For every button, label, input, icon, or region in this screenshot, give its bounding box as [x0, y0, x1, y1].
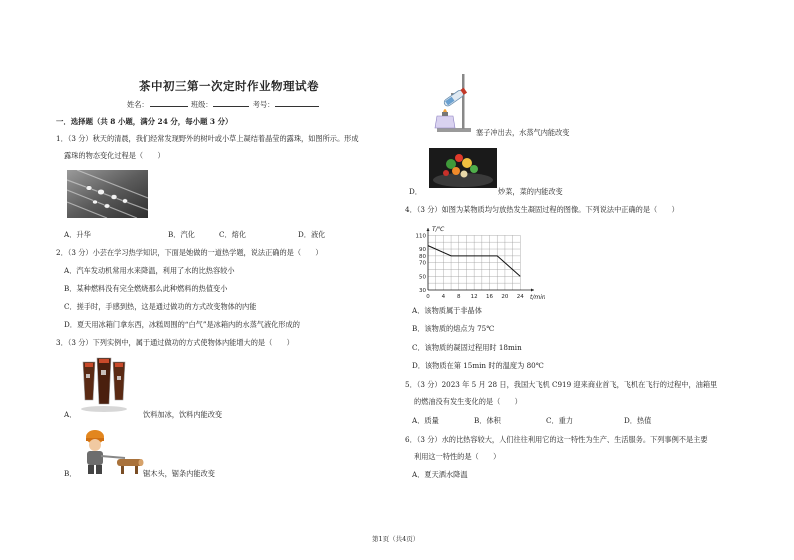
q5-option-d[interactable]: D．热值	[624, 416, 652, 425]
class-label: 班级：	[190, 100, 213, 109]
q2-option-a[interactable]: A．汽车发动机常用水来降温，利用了水的比热容较小	[64, 266, 235, 275]
q2-option-d[interactable]: D．夏天用冰箱门拿东西，冰糕周围的“白气”是冰箱内的水蒸气液化形成的	[64, 320, 300, 329]
chart-svg	[405, 223, 545, 305]
x-tick-label: 20	[501, 294, 509, 300]
y-tick-label: 80	[419, 253, 426, 260]
drink-image	[79, 354, 129, 414]
q1-option-c[interactable]: C．熔化	[219, 230, 247, 239]
q1-option-b[interactable]: B．汽化	[168, 230, 195, 239]
q6-option-a[interactable]: A．夏天洒水降温	[412, 470, 468, 479]
y-axis-arrow	[427, 228, 430, 231]
q4-stem: 4．（3 分）如图为某物质均匀放热发生凝固过程的图像。下列说法中正确的是（ ）	[405, 205, 679, 214]
q4-option-d[interactable]: D．该物质在第 15min 时的温度为 80℃	[412, 361, 544, 370]
q3-option-d-text: 炒菜，菜的内能改变	[498, 187, 563, 196]
q5-stem-line1: 5．（3 分）2023 年 5 月 28 日，我国大飞机 C919 迎来商业首飞，飞机在飞行的过程中，油箱里	[405, 380, 718, 389]
q2-stem: 2．（3 分）小芸在学习热学知识，下面是她做的一道热学题，说法正确的是（ ）	[56, 248, 323, 257]
class-field[interactable]	[213, 99, 249, 107]
q2-option-b[interactable]: B．某种燃料没有完全燃烧那么此种燃料的热值变小	[64, 284, 228, 293]
y-axis-label: T/℃	[432, 226, 445, 233]
number-label: 考号：	[252, 100, 275, 109]
q2-option-c[interactable]: C．搓手时，手感到热，这是通过做功的方式改变物体的内能	[64, 302, 257, 311]
q3-option-b-text: 锯木头，锯条内能改变	[143, 469, 215, 478]
q3-stem: 3．（3 分）下列实例中，属于通过做功的方式使物体内能增大的是（ ）	[56, 338, 294, 347]
name-label: 姓名：	[127, 100, 149, 109]
dew-image	[67, 170, 148, 218]
q1-stem-line1: 1．（3 分）秋天的清晨，我们经常发现野外的树叶或小草上凝结着晶莹的露珠，如图所示。形成	[56, 134, 359, 143]
q3-option-c-text: 塞子冲出去，水蒸气内能改变	[476, 128, 570, 137]
student-info	[127, 99, 320, 109]
wok-image	[429, 148, 497, 188]
x-tick-label: 16	[486, 294, 494, 300]
q5-option-a[interactable]: A．质量	[412, 416, 439, 425]
x-tick-label: 8	[457, 294, 461, 300]
q3-option-b-label[interactable]: B．	[64, 469, 77, 478]
x-tick-label: 12	[470, 294, 478, 300]
y-tick-label: 30	[419, 288, 426, 294]
q1-option-d[interactable]: D．液化	[298, 230, 326, 239]
q5-stem-line2: 的燃油没有发生变化的是（ ）	[414, 397, 522, 406]
lab-image	[429, 72, 477, 134]
exam-title: 茶中初三第一次定时作业物理试卷	[139, 79, 319, 93]
q3-option-a-text: 饮料加冰，饮料内能改变	[143, 410, 223, 419]
q4-option-c[interactable]: C．该物质的凝固过程用时 18min	[412, 343, 522, 352]
q1-option-a[interactable]: A．升华	[64, 230, 91, 239]
section-title: 一．选择题（共 8 小题，满分 24 分，每小题 3 分）	[56, 117, 233, 126]
x-tick-label: 4	[441, 294, 446, 300]
y-tick-label: 50	[419, 274, 426, 281]
y-tick-label: 70	[419, 260, 426, 267]
q3-option-d-label[interactable]: D．	[409, 187, 422, 196]
q1-stem-line2: 露珠的物态变化过程是（ ）	[64, 151, 165, 160]
cooling-curve-chart	[405, 223, 545, 305]
x-tick-label: 24	[516, 294, 524, 300]
x-tick-label: 0	[426, 294, 430, 300]
x-axis-arrow	[531, 289, 534, 292]
q6-stem-line1: 6．（3 分）水的比热容较大，人们往往利用它的这一特性为生产、生活服务。下列事例不是主要	[405, 435, 708, 444]
number-field[interactable]	[275, 99, 319, 107]
name-field[interactable]	[150, 99, 188, 107]
y-tick-label: 90	[419, 247, 426, 254]
q5-option-c[interactable]: C．重力	[546, 416, 574, 425]
q3-option-a-label[interactable]: A．	[64, 410, 77, 419]
saw-image	[77, 427, 147, 477]
q5-option-b[interactable]: B．体积	[474, 416, 501, 425]
q4-option-a[interactable]: A．该物质属于非晶体	[412, 306, 482, 315]
q6-stem-line2: 利用这一特性的是（ ）	[414, 452, 501, 461]
page-footer: 第1页（共4页）	[372, 535, 420, 543]
q4-option-b[interactable]: B．该物质的熔点为 75℃	[412, 324, 495, 333]
x-axis-label: t/min	[530, 294, 545, 301]
y-tick-label: 110	[415, 233, 426, 240]
